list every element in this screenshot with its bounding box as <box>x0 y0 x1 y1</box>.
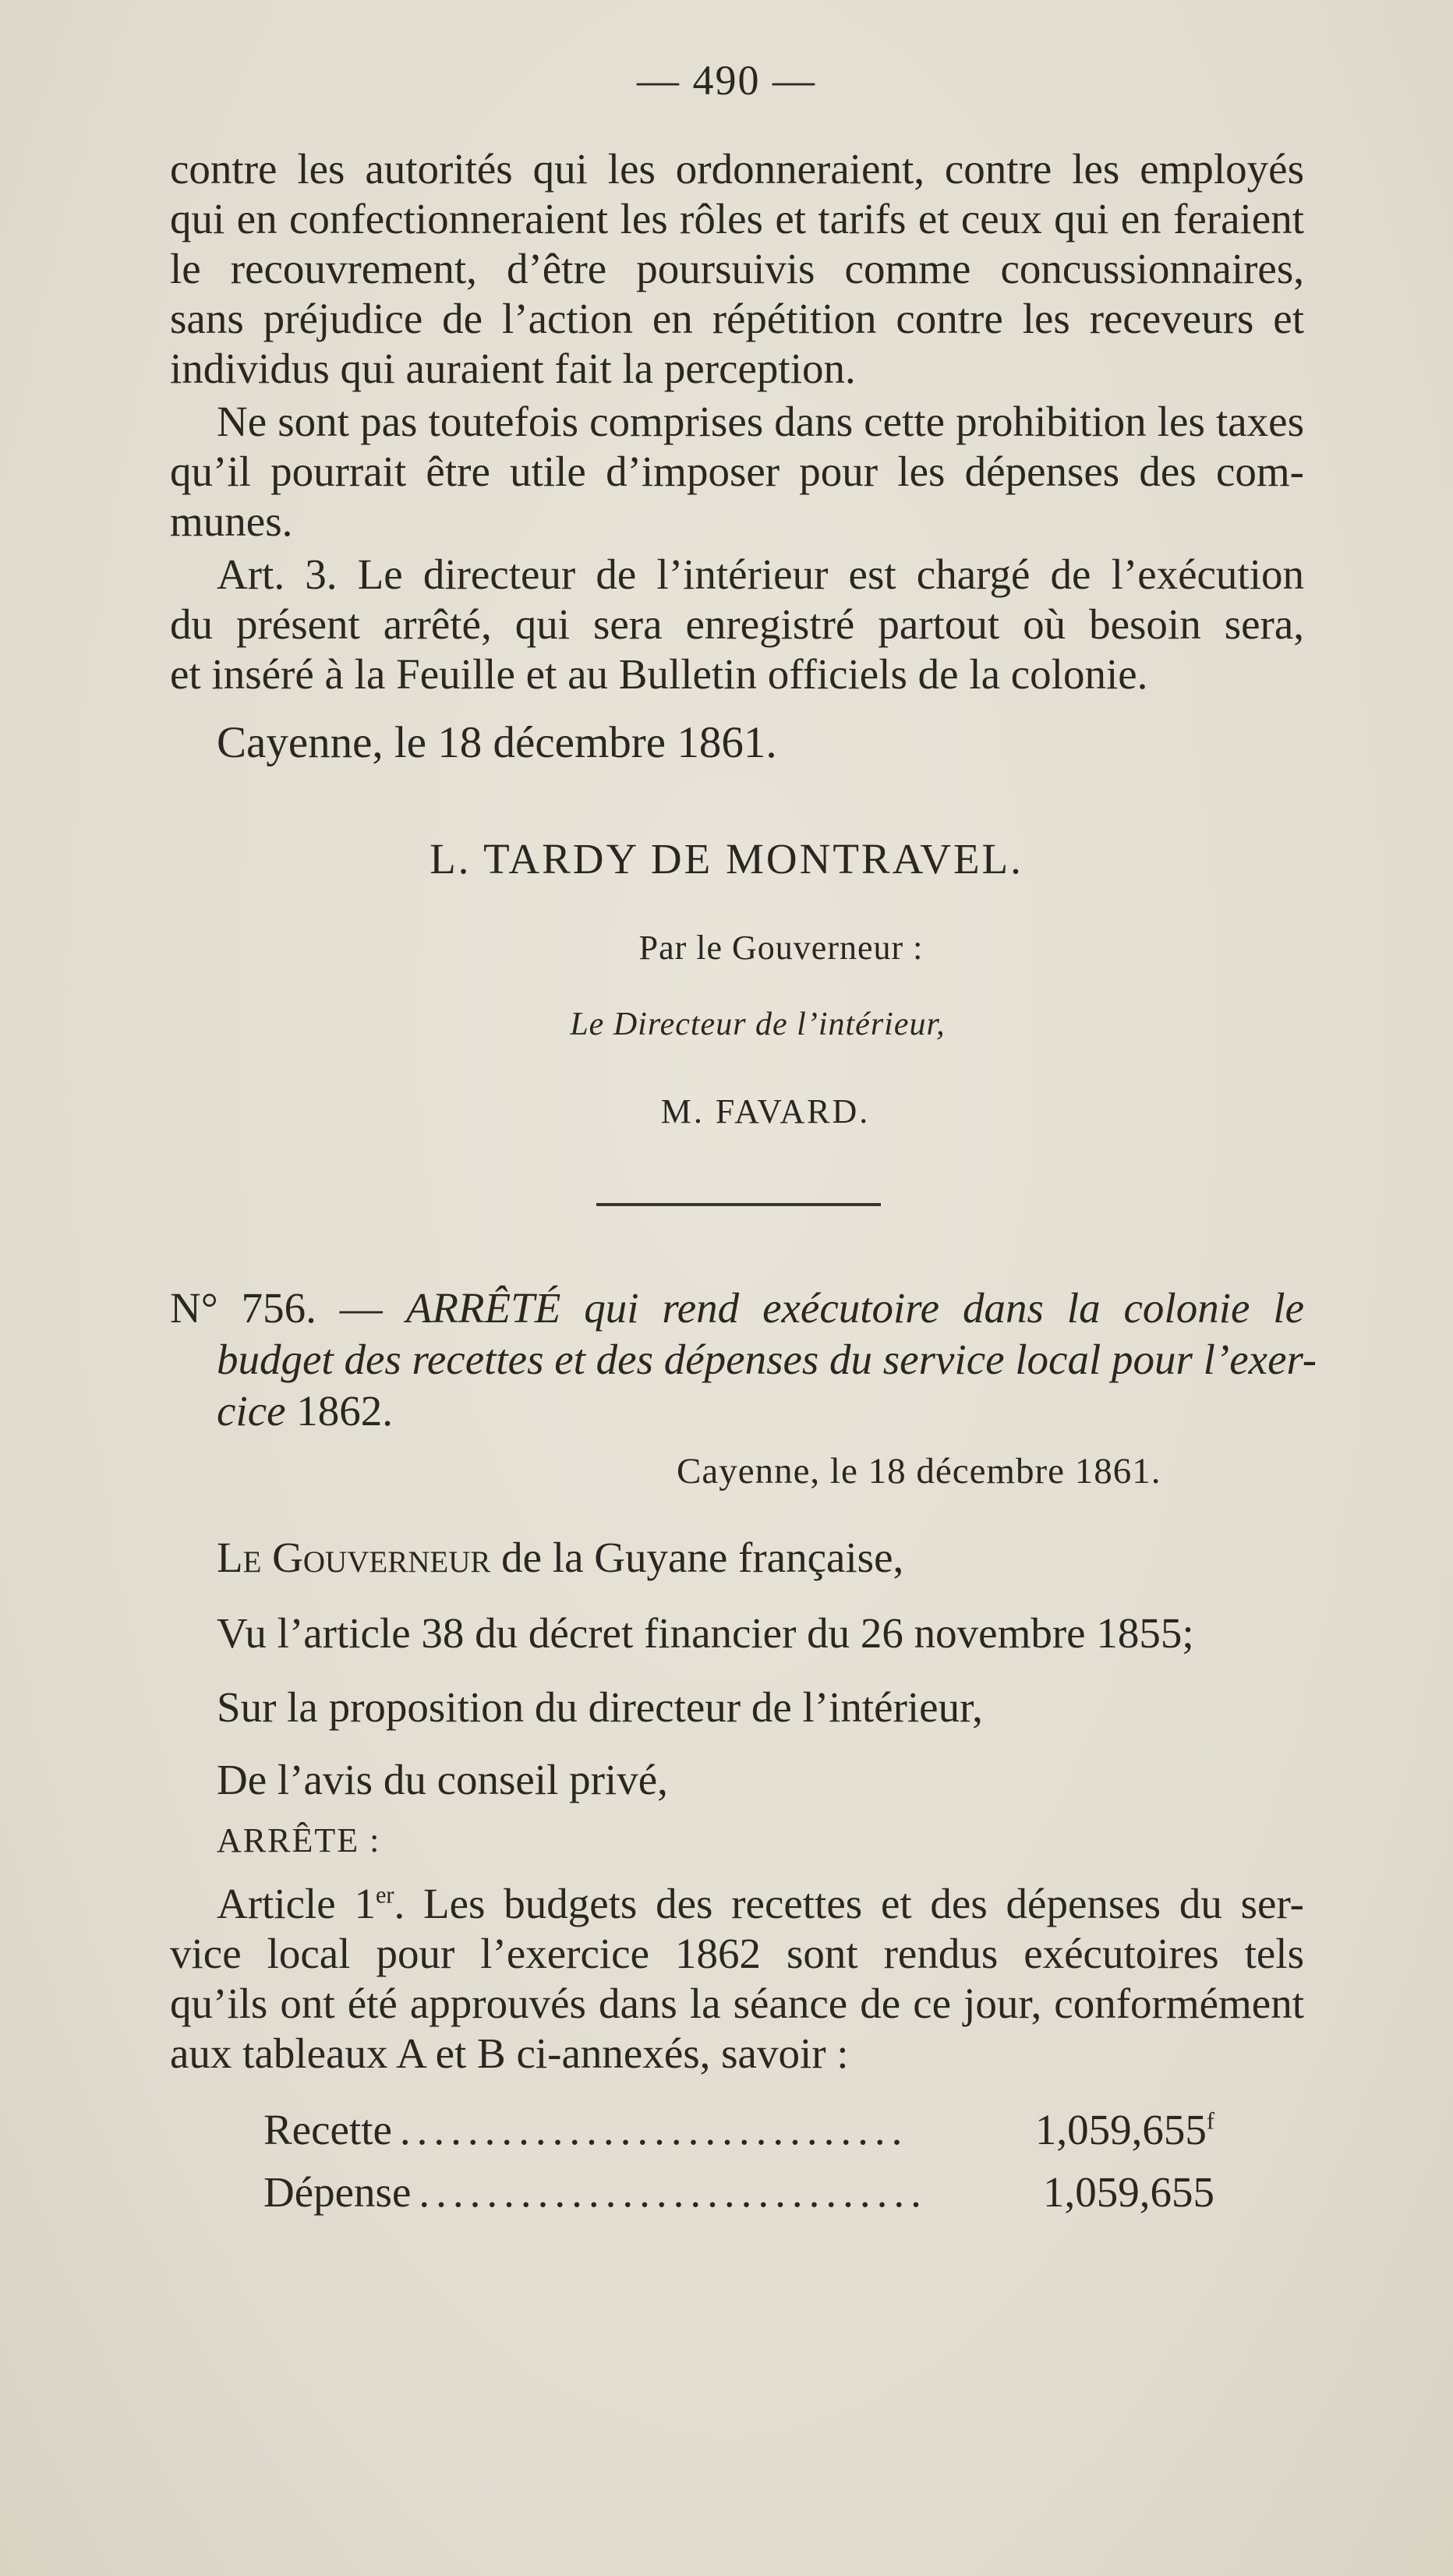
text-line: sans préjudice de l’action en répétition contre les receveurs et <box>170 295 1304 342</box>
text-line: Ne sont pas toutefois comprises dans cette prohibition les taxes <box>217 398 1304 445</box>
text-line: du présent arrêté, qui sera enregistré partout où besoin sera, <box>170 600 1304 648</box>
decree-number: N° 756. — <box>170 1284 406 1332</box>
article-1 <box>170 1879 1304 2079</box>
ledger-dots: .............................. <box>419 2168 928 2216</box>
text-line: aux tableaux A et B ci-annexés, savoir : <box>170 2029 849 2077</box>
text-line <box>170 1879 1304 1929</box>
decree-heading-cice: cice <box>217 1387 297 1435</box>
signature-favard: M. FAVARD. <box>660 1092 871 1131</box>
date-line: Cayenne, le 18 décembre 1861. <box>217 718 777 767</box>
preamble-de: De l’avis du conseil privé, <box>217 1756 668 1803</box>
ledger-unit: f <box>1206 2107 1214 2135</box>
place-date: Cayenne, le 18 décembre 1861. <box>677 1451 1161 1491</box>
ledger-row-recette <box>263 2105 1214 2154</box>
gouverneur-rest: de la Guyane française, <box>490 1534 904 1581</box>
ledger-amount: 1,059,655 <box>1034 2106 1207 2153</box>
ledger-row-depense <box>263 2167 1214 2217</box>
text-line: qu’il pourrait être utile d’imposer pour les dépenses des com- <box>170 448 1304 495</box>
text-line: qu’ils ont été approuvés dans la séance de ce jour, conformément <box>170 1980 1304 2027</box>
signature-directeur: Le Directeur de l’intérieur, <box>570 1007 946 1042</box>
ledger-amount: 1,059,655 <box>1043 2168 1214 2216</box>
signature-name: L. TARDY DE MONTRAVEL. <box>430 835 1023 883</box>
article-number: Article 1 <box>217 1880 376 1927</box>
ledger-label: Dépense <box>263 2168 412 2216</box>
article-sup: er <box>376 1881 394 1909</box>
ledger-value <box>1035 2105 1214 2154</box>
text-line: et inséré à la Feuille et au Bulletin officiels de la colonie. <box>170 650 1148 698</box>
text-line: vice local pour l’exercice 1862 sont rendus exécutoires tels <box>170 1930 1304 1977</box>
ledger-value <box>1043 2167 1214 2217</box>
arrete-label: ARRÊTE : <box>217 1821 381 1859</box>
text-line: le recouvrement, d’être poursuivis comme concussionnaires, <box>170 245 1304 292</box>
text-line: individus qui auraient fait la perception. <box>170 345 856 392</box>
decree-heading-year: 1862. <box>296 1387 394 1435</box>
section-divider <box>596 1203 881 1206</box>
article-line-rest: . Les budgets des recettes et des dépenses du ser- <box>394 1880 1304 1927</box>
preamble-sur: Sur la proposition du directeur de l’intérieur, <box>217 1683 983 1731</box>
decree-heading <box>170 1283 1317 1437</box>
gouverneur-smallcaps: Le Gouverneur <box>217 1534 491 1581</box>
page-number: — 490 — <box>637 57 816 104</box>
text-line: contre les autorités qui les ordonneraient, contre les employés <box>170 145 1304 193</box>
decree-heading-line <box>170 1385 1304 1437</box>
text-line: munes. <box>170 497 293 545</box>
signature-par-le-gouverneur: Par le Gouverneur : <box>638 929 924 967</box>
preamble-gouverneur <box>217 1532 1304 1583</box>
decree-heading-line: budget des recettes et des dépenses du service local pour l’exer- <box>217 1336 1317 1383</box>
ledger-label: Recette <box>263 2106 392 2153</box>
text-line: Art. 3. Le directeur de l’intérieur est chargé de l’exécution <box>217 550 1304 598</box>
ledger-dots: .............................. <box>399 2106 909 2153</box>
decree-heading-line <box>170 1283 1304 1334</box>
paragraph-continuation <box>170 144 1304 699</box>
preamble-vu: Vu l’article 38 du décret financier du 26 novembre 1855; <box>217 1609 1194 1657</box>
text-line: qui en confectionneraient les rôles et tarifs et ceux qui en feraient <box>170 195 1304 242</box>
decree-title: ARRÊTÉ qui rend exécutoire dans la colonie le <box>405 1284 1304 1332</box>
